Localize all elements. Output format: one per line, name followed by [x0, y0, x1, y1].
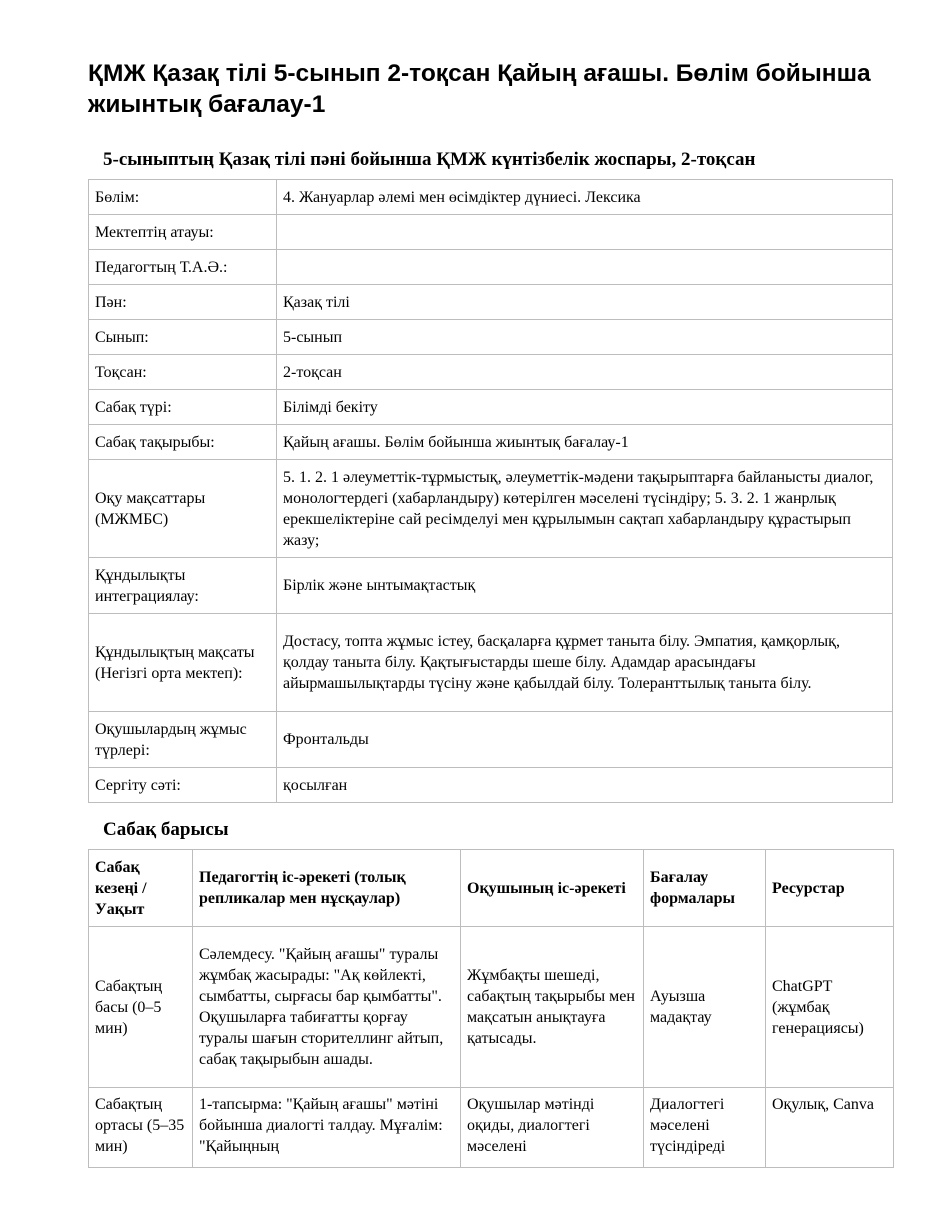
table-row — [89, 390, 893, 425]
student-cell: Жұмбақты шешеді, сабақтың тақырыбы мен мақсатын анықтауға қатысады. — [461, 927, 644, 1088]
table-row — [89, 355, 893, 390]
info-value: 2-тоқсан — [277, 355, 893, 390]
lesson-info-table — [88, 179, 893, 803]
table-row — [89, 285, 893, 320]
info-label: Сабақ түрі: — [89, 390, 277, 425]
column-header: Бағалау формалары — [644, 850, 766, 927]
teacher-cell: 1-тапсырма: "Қайың ағашы" мәтіні бойынша диалогті талдау. Мұғалім: "Қайыңның — [193, 1088, 461, 1168]
info-label: Сабақ тақырыбы: — [89, 425, 277, 460]
table-row — [89, 460, 893, 558]
table-row — [89, 712, 893, 768]
table-row — [89, 425, 893, 460]
info-value: Білімді бекіту — [277, 390, 893, 425]
column-header: Оқушының іс-әрекеті — [461, 850, 644, 927]
table-row — [89, 215, 893, 250]
info-value: Қайың ағашы. Бөлім бойынша жиынтық бағалау-1 — [277, 425, 893, 460]
table-row — [89, 180, 893, 215]
info-value: қосылған — [277, 768, 893, 803]
info-label: Сергіту сәті: — [89, 768, 277, 803]
table-row — [89, 558, 893, 614]
table-row — [89, 927, 894, 1088]
info-label: Оқу мақсаттары (МЖМБС) — [89, 460, 277, 558]
student-cell: Оқушылар мәтінді оқиды, диалогтегі мәселені — [461, 1088, 644, 1168]
resources-cell: Оқулық, Canva — [766, 1088, 894, 1168]
teacher-cell: Сәлемдесу. "Қайың ағашы" туралы жұмбақ жасырады: "Ақ көйлекті, сымбатты, сырғасы бар қымбатты". Оқушыларға табиғатты қорғау туралы шағын сторителлинг айтып, сабақ тақырыбын ашады. — [193, 927, 461, 1088]
info-value: Достасу, топта жұмыс істеу, басқаларға құрмет таныта білу. Эмпатия, қамқорлық, қолдау таныта білу. Қақтығыстарды шеше білу. Адамдар арасындағы айырмашылықтарды түсіну және қабылдай білу. Толеранттылық таныта білу. — [277, 614, 893, 712]
info-label: Бөлім: — [89, 180, 277, 215]
table-header-row — [89, 850, 894, 927]
info-label: Тоқсан: — [89, 355, 277, 390]
info-value — [277, 250, 893, 285]
assessment-cell: Диалогтегі мәселені түсіндіреді — [644, 1088, 766, 1168]
table-row — [89, 320, 893, 355]
info-label: Құндылықты интеграциялау: — [89, 558, 277, 614]
table-row — [89, 1088, 894, 1168]
info-value: Қазақ тілі — [277, 285, 893, 320]
stage-cell: Сабақтың ортасы (5–35 мин) — [89, 1088, 193, 1168]
table-row — [89, 250, 893, 285]
column-header: Педагогтің іс-әрекеті (толық репликалар мен нұсқаулар) — [193, 850, 461, 927]
info-label: Мектептің атауы: — [89, 215, 277, 250]
column-header: Ресурстар — [766, 850, 894, 927]
table-row — [89, 614, 893, 712]
lesson-course-table — [88, 849, 894, 1168]
resources-cell: ChatGPT (жұмбақ генерациясы) — [766, 927, 894, 1088]
info-value: 5-сынып — [277, 320, 893, 355]
stage-cell: Сабақтың басы (0–5 мин) — [89, 927, 193, 1088]
info-label: Оқушылардың жұмыс түрлері: — [89, 712, 277, 768]
document-title: ҚМЖ Қазақ тілі 5-сынып 2-тоқсан Қайың ағашы. Бөлім бойынша жиынтық бағалау-1 — [88, 60, 871, 118]
course-heading: Сабақ барысы — [103, 819, 229, 840]
table-row — [89, 768, 893, 803]
info-value: 4. Жануарлар әлемі мен өсімдіктер дүниесі. Лексика — [277, 180, 893, 215]
assessment-cell: Ауызша мадақтау — [644, 927, 766, 1088]
info-label: Пән: — [89, 285, 277, 320]
info-label: Сынып: — [89, 320, 277, 355]
info-label: Педагогтың Т.А.Ә.: — [89, 250, 277, 285]
plan-heading: 5-сыныптың Қазақ тілі пәні бойынша ҚМЖ күнтізбелік жоспары, 2-тоқсан — [103, 149, 756, 170]
info-value — [277, 215, 893, 250]
info-value: Фронтальды — [277, 712, 893, 768]
info-value: 5. 1. 2. 1 әлеуметтік-тұрмыстық, әлеуметтік-мәдени тақырыптарға байланысты диалог, монологтердегі (хабарландыру) көтерілген мәселені түсіндіру; 5. 3. 2. 1 жанрлық ерекшеліктеріне сай ресімделуі мен құрылымын сақтап хабарландыру құрастырып жазу; — [277, 460, 893, 558]
info-value: Бірлік және ынтымақтастық — [277, 558, 893, 614]
info-label: Құндылықтың мақсаты (Негізгі орта мектеп): — [89, 614, 277, 712]
column-header: Сабақ кезеңі / Уақыт — [89, 850, 193, 927]
